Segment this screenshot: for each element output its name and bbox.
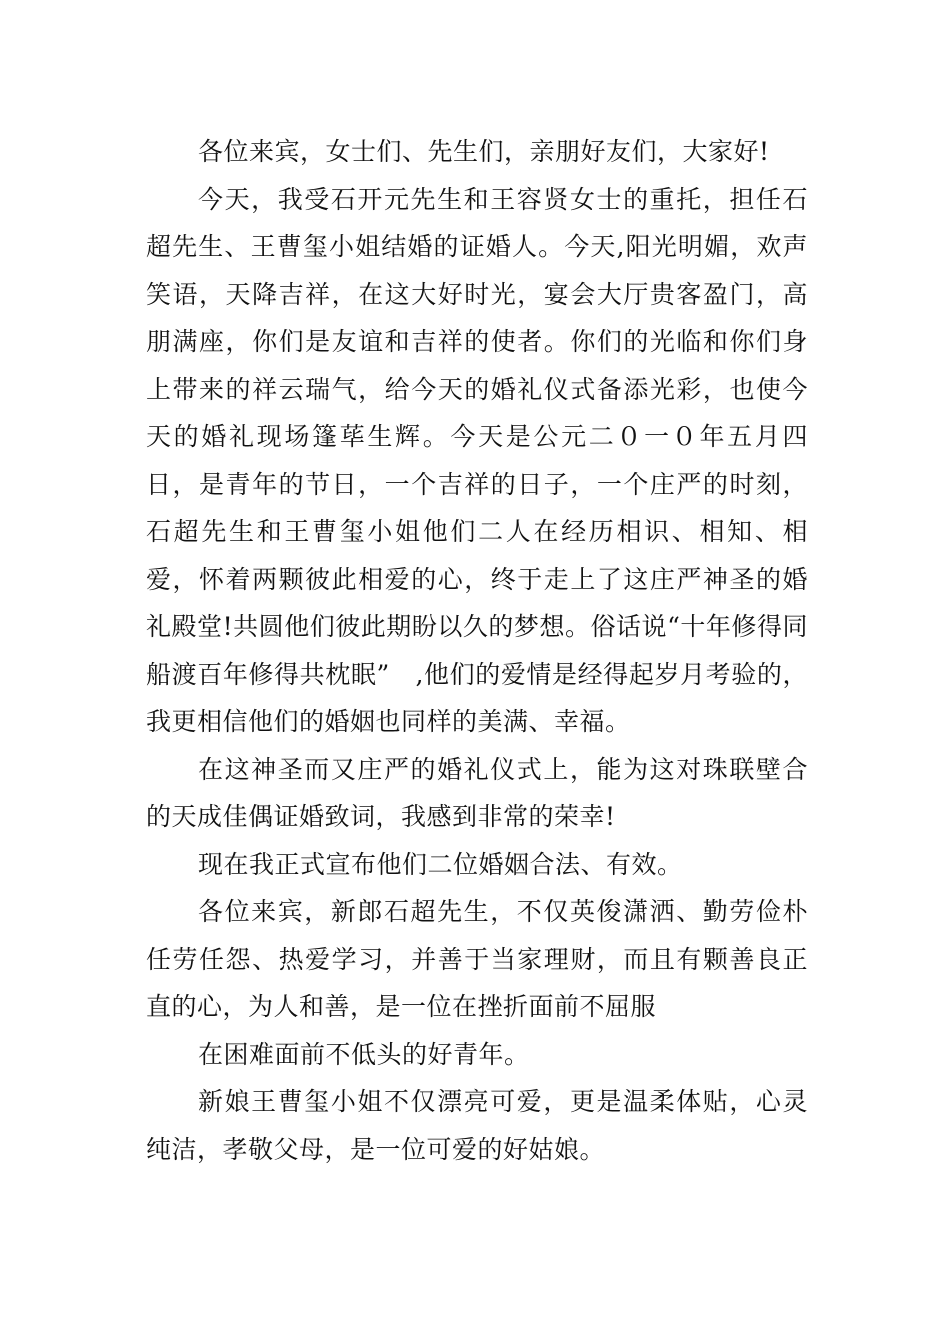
speech-body <box>146 128 808 1173</box>
paragraph-groom-praise-continued: 在困难面前不低头的好青年。 <box>198 1039 530 1069</box>
paragraph-introduction: 今天，我受石开元先生和王容贤女士的重托，担任石超先生、王曹玺小姐结婚的证婚人。今天,阳光明媚，欢声笑语，天降吉祥，在这大好时光，宴会大厅贵客盈门，高朋满座，你们是友谊和吉祥的使者。你们的光临和你们身上带来的祥云瑞气，给今天的婚礼仪式备添光彩，也使今天的婚礼现场篷荜生辉。今天是公元二０一０年五月四日，是青年的节日，一个吉祥的日子，一个庄严的时刻，石超先生和王曹玺小姐他们二人在经历相识、相知、相爱，怀着两颗彼此相爱的心，终于走上了这庄严神圣的婚礼殿堂!共圆他们彼此期盼以久的梦想。俗话说“十年修得同船渡百年修得共枕眠” ,他们的爱情是经得起岁月考验的，我更相信他们的婚姻也同样的美满、幸福。 <box>146 184 808 736</box>
paragraph-declaration: 现在我正式宣布他们二位婚姻合法、有效。 <box>198 849 683 879</box>
paragraph-bride-praise: 新娘王曹玺小姐不仅漂亮可爱，更是温柔体贴，心灵纯洁，孝敬父母，是一位可爱的好姑娘。 <box>146 1087 808 1164</box>
paragraph-greeting: 各位来宾，女士们、先生们，亲朋好友们，大家好! <box>198 137 770 166</box>
paragraph-groom-praise: 各位来宾，新郎石超先生，不仅英俊潇洒、勤劳俭朴任劳任怨、热爱学习，并善于当家理财，而且有颗善良正直的心，为人和善，是一位在挫折面前不屈服 <box>146 897 808 1021</box>
paragraph-honor: 在这神圣而又庄严的婚礼仪式上，能为这对珠联壁合的天成佳偶证婚致词，我感到非常的荣幸! <box>146 754 808 831</box>
